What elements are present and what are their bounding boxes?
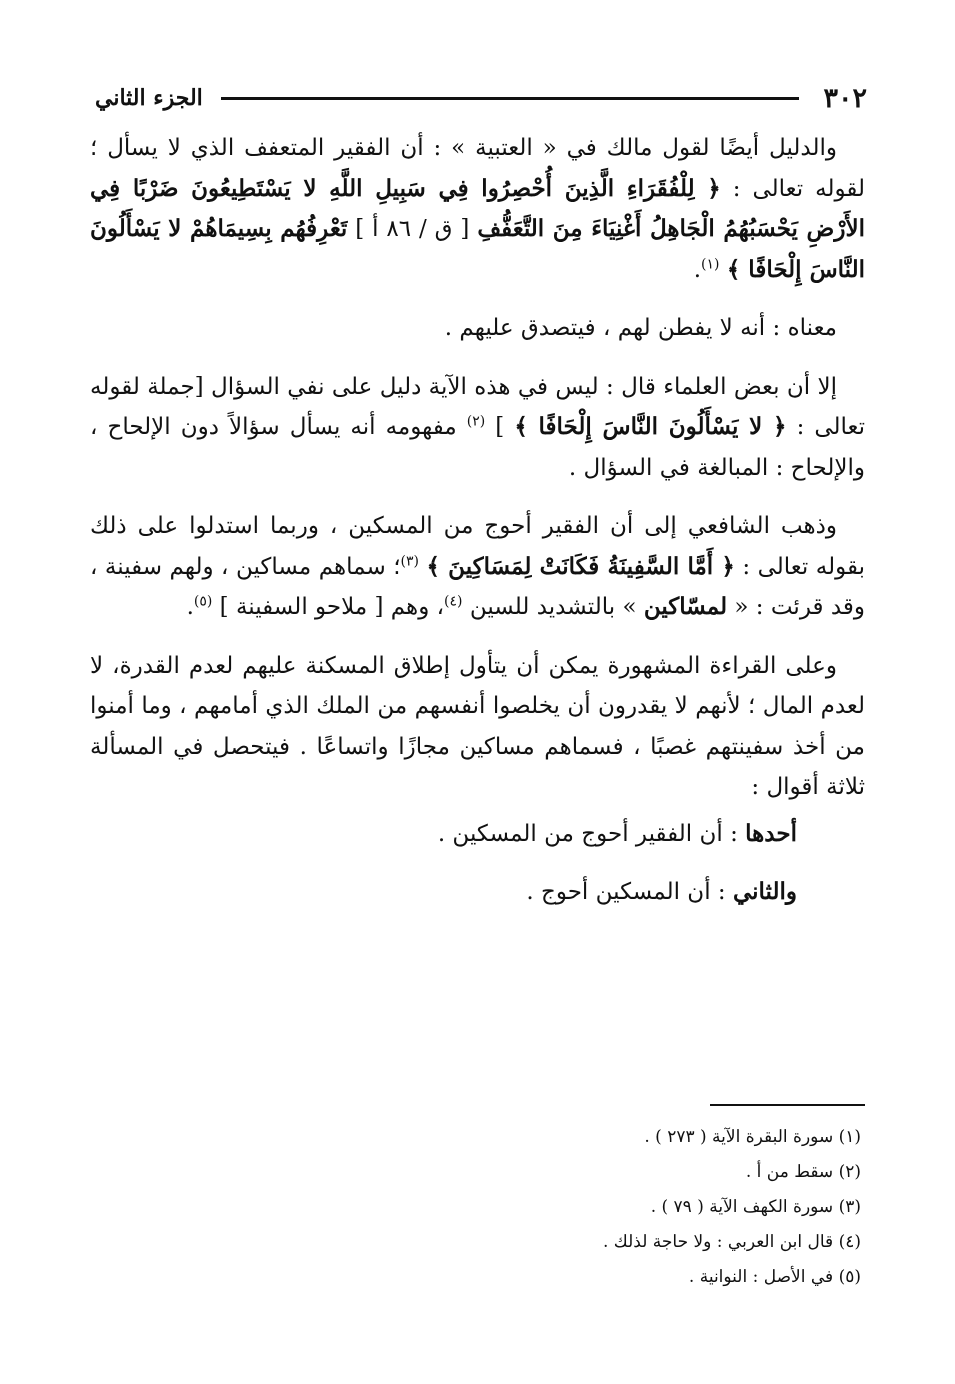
paragraph-text: مفهومه أنه يسأل سؤالاً دون الإلحاح ، والإلحاح : المبالغة في السؤال . (90, 414, 865, 481)
paragraph-meaning: معناه : أنه لا يفطن لهم ، فيتصدق عليهم . (444, 315, 837, 341)
footnote-rule (710, 1104, 865, 1106)
paragraph-text: إلا أن بعض العلماء قال : ليس في هذه الآية دليل على نفي السؤال [جملة لقوله تعالى : (90, 373, 866, 440)
footnote-5: (٥) في الأصل : النوانية . (688, 1267, 861, 1287)
footnote-ref: (٤) (444, 593, 463, 610)
quran-quote: ﴿ لا يَسْأَلُونَ النَّاسَ إِلْحَافًا ﴾ (514, 413, 787, 440)
opinion-label: والثاني (732, 878, 797, 905)
footnote-4: (٤) قال ابن العربي : ولا حاجة لذلك . (602, 1232, 861, 1252)
footnote-ref: (٣) (400, 552, 420, 569)
footnote-ref: (١) (701, 255, 720, 272)
part-title: الجزء الثاني (95, 85, 203, 111)
paragraph-end: . (186, 594, 194, 620)
footnote-3: (٣) سورة الكهف الآية ( ٧٩ ) . (650, 1197, 861, 1217)
footnote-1: (١) سورة البقرة الآية ( ٢٧٣ ) . (644, 1127, 861, 1147)
page-number: ٣٠٢ (823, 82, 867, 114)
running-header (95, 78, 867, 118)
bracket-close: ] (495, 414, 505, 440)
paragraph-text: ، وهم [ ملاحو السفينة ] (219, 594, 445, 620)
header-rule (221, 97, 800, 100)
footnote-2: (٢) سقط من أ . (745, 1162, 861, 1182)
footnotes (90, 1120, 865, 1295)
quran-quote: تَعْرِفُهُم بِسِيمَاهُمْ لا يَسْأَلُونَ النَّاسَ إِلْحَافًا ﴾ (90, 215, 865, 283)
main-text (90, 128, 865, 931)
opinion-first (90, 814, 865, 855)
paragraph-common-reading: وعلى القراءة المشهورة يمكن أن يتأول إطلاق المسكنة عليهم لعدم القدرة، لا لعدم المال ؛ لأنهم لا يقدرون أن يخلصوا أنفسهم من الملك الذي أمامهم ، وما أمنوا من أخذ سفينتهم غصبًا ، فسماهم مساكين مجازًا واتساعًا . فيتحصل في المسألة ثلاثة أقوال : (90, 652, 865, 800)
paragraph-text: » بالتشديد للسين (469, 594, 637, 620)
paragraph-shafii (90, 506, 865, 628)
reading-variant: لمسّاكين (643, 593, 728, 620)
quran-quote: ﴿ لِلْفُقَرَاءِ الَّذِينَ أُحْصِرُوا فِي سَبِيلِ اللَّهِ لا يَسْتَطِيعُونَ ضَرْبًا فِي الأَرْضِ يَحْسَبُهُمُ الْجَاهِلُ أَغْنِيَاءَ مِنَ التَّعَفُّفِ (90, 174, 865, 242)
opinion-text: : أن الفقير أحوج من المسكين . (437, 820, 738, 847)
paragraph-scholars (90, 367, 865, 489)
opinion-text: : أن المسكين أحوج . (526, 879, 726, 905)
paragraph-text: وذهب الشافعي إلى أن الفقير أحوج من المسكين ، وربما استدلوا على ذلك بقوله تعالى : (90, 513, 866, 580)
paragraph-end: . (693, 256, 702, 283)
footnote-ref: (٢) (466, 413, 486, 430)
opinion-second (90, 872, 865, 913)
paragraph-text: والدليل أيضًا لقول مالك في « العتبية » : أن الفقير المتعفف الذي لا يسأل ؛ لقوله تعالى : (90, 135, 866, 202)
paragraph-malik-evidence (90, 128, 865, 290)
paragraph-text: ؛ سماهم مساكين ، ولهم سفينة ، وقد قرئت : « (90, 553, 865, 620)
folio-marker: [ ق / ٨٦ أ ] (355, 216, 470, 242)
footnote-ref: (٥) (193, 593, 213, 610)
opinion-label: أحدها (745, 819, 797, 847)
quran-quote: ﴿ أَمَّا السَّفِينَةُ فَكَانَتْ لِمَسَاكِينَ ﴾ (426, 552, 735, 580)
